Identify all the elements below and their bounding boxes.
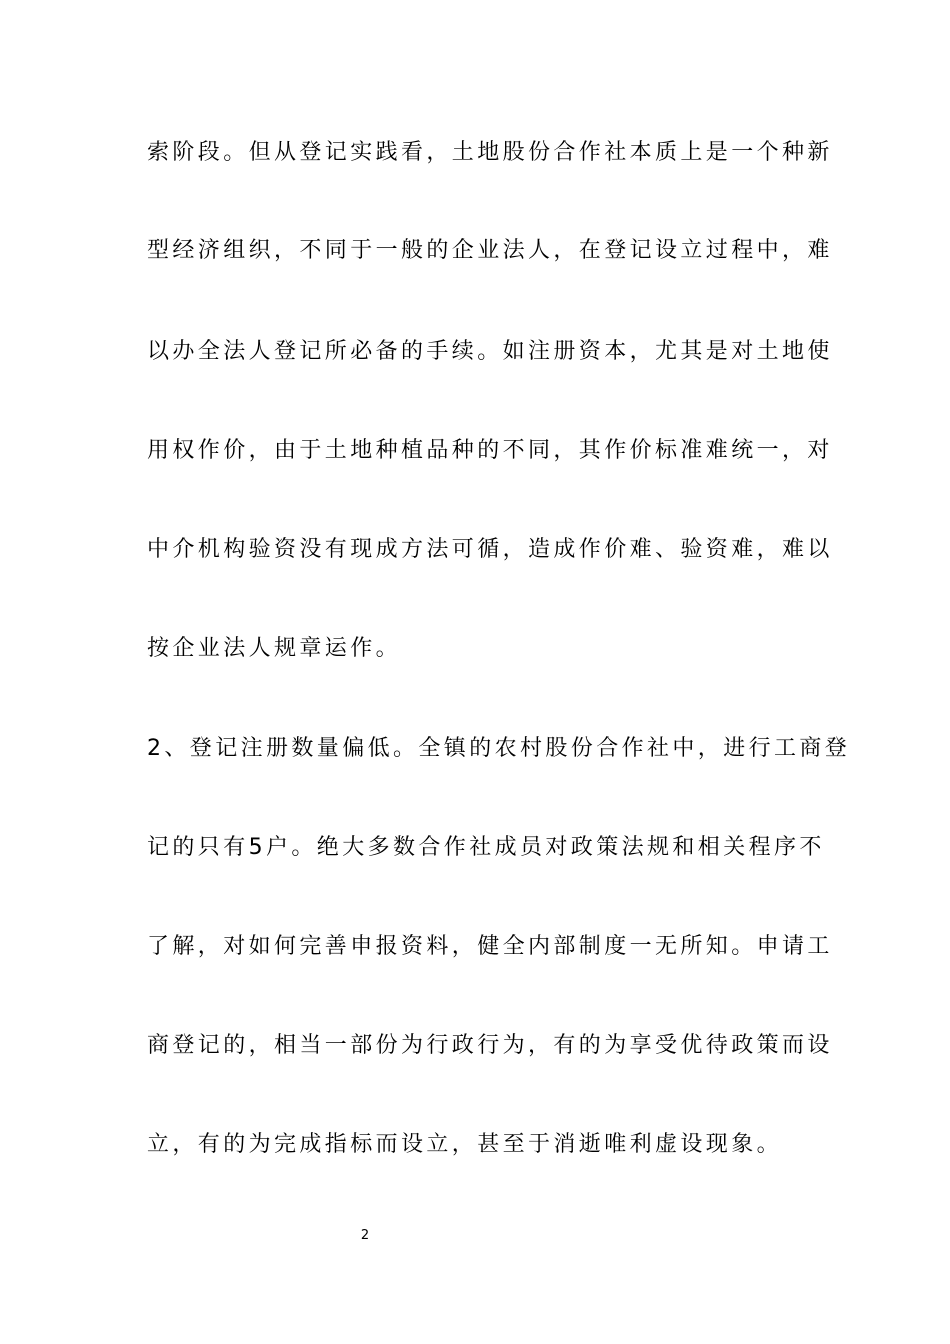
text-line: 商登记的，相当一部份为行政行为，有的为享受优待政策而设 <box>147 1033 833 1058</box>
text-line: 了解，对如何完善申报资料，健全内部制度一无所知。申请工 <box>147 934 833 959</box>
page-number: 2 <box>360 1228 370 1243</box>
text-line: 以办全法人登记所必备的手续。如注册资本，尤其是对土地使 <box>147 339 833 364</box>
text-line: 用权作价，由于土地种植品种的不同，其作价标准难统一，对 <box>147 438 833 463</box>
text-line: 按企业法人规章运作。 <box>147 636 402 661</box>
text-line: 立，有的为完成指标而设立，甚至于消逝唯利虚设现象。 <box>147 1132 783 1157</box>
text-line: 型经济组织，不同于一般的企业法人，在登记设立过程中，难 <box>147 238 833 263</box>
text-line: 索阶段。但从登记实践看，土地股份合作社本质上是一个种新 <box>147 140 833 165</box>
text-line: 中介机构验资没有现成方法可循，造成作价难、验资难，难以 <box>147 537 833 562</box>
text-line: 记的只有5户。绝大多数合作社成员对政策法规和相关程序不 <box>147 835 825 860</box>
text-line: 2、登记注册数量偏低。全镇的农村股份合作社中，进行工商登 <box>147 736 851 761</box>
